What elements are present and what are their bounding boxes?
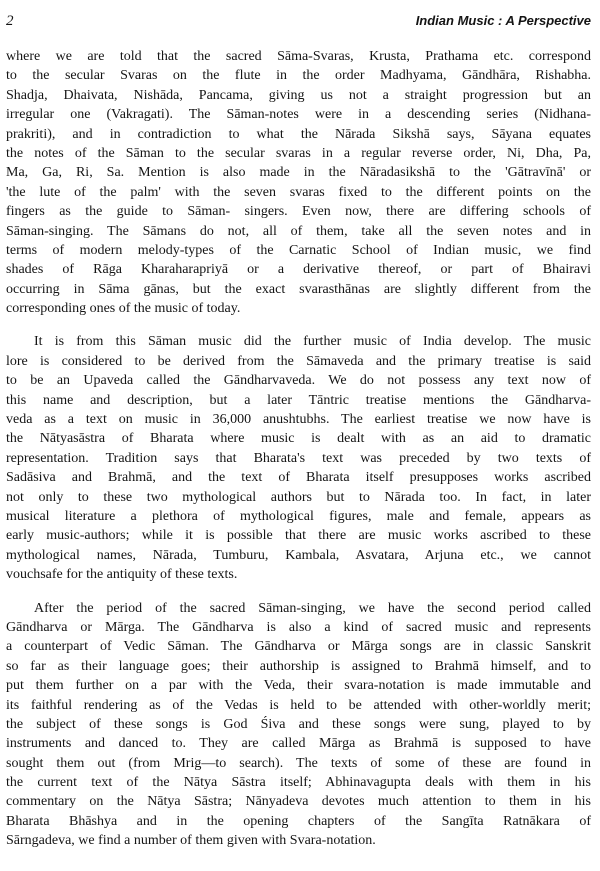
- text-line: sought them out (from Mrig—to search). The texts of some of these are found in: [6, 755, 591, 771]
- text-line: the Nātyasāstra of Bharata where music is dealt with as an aid to dramatic: [6, 431, 591, 447]
- text-line: 'the lute of the palm' with the seven svaras fixed to the different points on the: [6, 184, 591, 200]
- text-line: fingers as the guide to Sāman- singers. Even now, there are differing schools of: [6, 204, 591, 220]
- text-line: put them further on a par with the Veda, their svara-notation is made immutable and: [6, 678, 591, 694]
- text-line: the notes of the Sāman to the secular svaras in a regular reverse order, Ni, Dha, Pa,: [6, 145, 591, 161]
- text-line: prakriti), and in contradiction to what the Nārada Sikshā says, Sāyana equates: [6, 126, 591, 142]
- text-line: terms of modern melody-types of the Carnatic School of Indian music, we find: [6, 242, 591, 258]
- text-line: occurring in Sāma gānas, but the exact svarasthānas are slightly different from the: [6, 281, 591, 297]
- text-line: After the period of the sacred Sāman-singing, we have the second period called: [34, 600, 591, 616]
- text-line: Gāndharva or Mārga. The Gāndharva is also a kind of sacred music and represents: [6, 619, 591, 635]
- page-header: [6, 13, 591, 33]
- text-line: where we are told that the sacred Sāma-Svaras, Krusta, Prathama etc. correspond: [6, 49, 591, 64]
- paragraph: [6, 47, 591, 318]
- text-line: Sāman-singing. The Sāmans do not, all of them, take all the seven notes and in: [6, 223, 591, 239]
- text-line: musical literature a plethora of mythological figures, male and female, appears as: [6, 508, 591, 524]
- text-line: this name and description, but a later Tāntric treatise mentions the Gāndharva-: [6, 392, 591, 408]
- text-line: It is from this Sāman music did the further music of India develop. The music: [34, 334, 591, 350]
- text-line: commentary on the Nātya Sāstra; Nānyadeva devotes much attention to them in his: [6, 794, 591, 810]
- text-line: representation. Tradition says that Bharata's text was preceded by two texts of: [6, 450, 591, 466]
- text-line: lore is considered to be derived from the Sāmaveda and the primary treatise is said: [6, 353, 591, 369]
- text-line: to be an Upaveda called the Gāndharvaveda. We do not possess any text now of: [6, 373, 591, 389]
- text-line: early music-authors; while it is possible that there are music works ascribed to these: [6, 528, 591, 544]
- text-line: mythological names, Nārada, Tumburu, Kambala, Asvatara, Arjuna etc., we cannot: [6, 547, 591, 563]
- text-line: Bharata Bhāshya and in the opening chapters of the Sangīta Ratnākara of: [6, 813, 591, 829]
- text-line: vouchsafe for the antiquity of these texts.: [6, 567, 238, 583]
- running-head: Indian Music : A Perspective: [415, 13, 591, 28]
- text-line: Sārngadeva, we find a number of them given with Svara-notation.: [6, 833, 376, 849]
- body-text: [6, 47, 591, 851]
- text-line: corresponding ones of the music of today.: [6, 301, 241, 317]
- text-line: irregular one (Vakragati). The Sāman-notes were in a descending series (Nidhana-: [6, 107, 591, 123]
- page-number: 2: [6, 13, 14, 29]
- text-line: instruments and danced to. They are called Mārga as Brahmā is supposed to have: [6, 736, 591, 752]
- text-line: shades of Rāga Kharaharapriyā or a derivative thereof, or part of Bhairavi: [6, 262, 591, 278]
- text-line: not only to these two mythological authors but to Nārada too. In fact, in later: [6, 489, 591, 505]
- paragraph: [6, 599, 591, 851]
- text-line: Shadja, Dhaivata, Nishāda, Pancama, giving us not a straight progression but an: [6, 87, 591, 103]
- text-line: its faithful rendering as of the Vedas is held to be attended with other-worldly merit;: [6, 697, 591, 713]
- text-line: so far as their language goes; their authorship is assigned to Brahmā himself, and to: [6, 658, 591, 674]
- text-line: the current text of the Nātya Sāstra itself; Abhinavagupta deals with them in his: [6, 775, 591, 791]
- text-line: the subject of these songs is God Śiva and these songs were sung, played to by: [6, 716, 591, 732]
- text-line: veda as a text on music in 36,000 anushtubhs. The earliest treatise we now have is: [6, 412, 591, 428]
- text-line: Sadāsiva and Brahmā, and the text of Bharata itself presupposes works ascribed: [6, 470, 591, 486]
- text-line: to the secular Svaras on the flute in the order Madhyama, Gāndhāra, Rishabha.: [6, 68, 591, 84]
- text-line: Ma, Ga, Ri, Sa. Mention is also made in the Nāradasikshā to the 'Gātravīnā' or: [6, 165, 591, 181]
- paragraph: [6, 332, 591, 584]
- text-line: a counterpart of Vedic Sāman. The Gāndharva or Mārga songs are in classic Sanskrit: [6, 639, 591, 655]
